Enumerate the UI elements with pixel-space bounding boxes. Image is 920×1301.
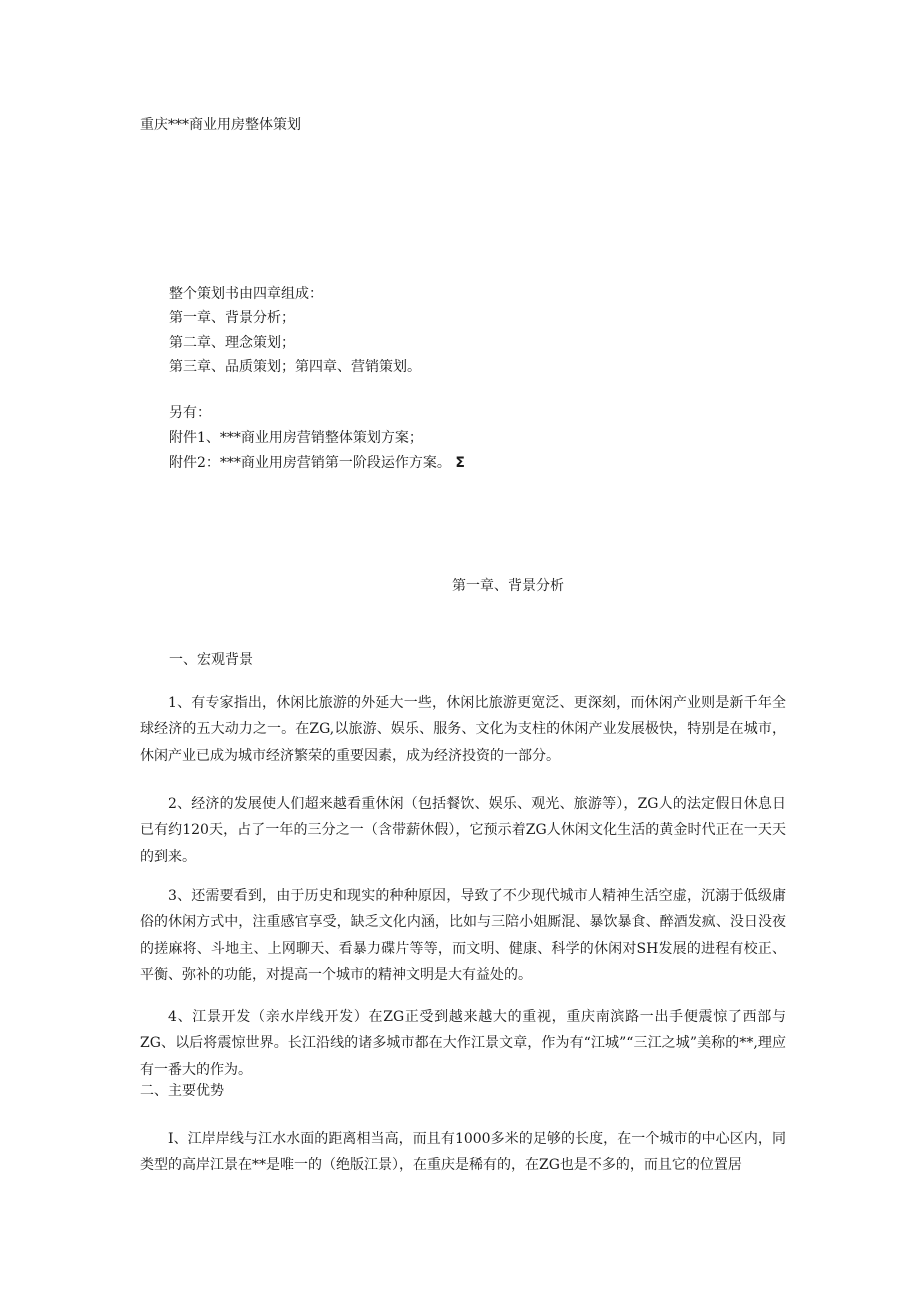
chapter-1-heading: 第一章、背景分析 <box>452 578 564 594</box>
paragraph-3-text: 3、还需要看到，由于历史和现实的种种原因，导致了不少现代城市人精神生活空虚，沉溺于低级庸俗的休闲方式中，注重感官享受，缺乏文化内涵，比如与三陪小姐厮混、暴饮暴食、醉酒发疯、没日没夜的搓麻将、斗地主、上网聊天、看暴力碟片等等，而文明、健康、科学的休闲对SH发展的进程有校正、平衡、弥补的功能，对提高一个城市的精神文明是大有益处的。 <box>140 888 786 983</box>
paragraph-2-text: 2、经济的发展使人们超来越看重休闲（包括餐饮、娱乐、观光、旅游等），ZG人的法定假日休息日已有约120天，占了一年的三分之一（含带薪休假），它预示着ZG人休闲文化生活的黄金时代正在一天天的到来。 <box>140 796 786 865</box>
paragraph-3 <box>140 883 786 988</box>
table-of-contents <box>169 282 421 379</box>
toc-item-chapter-3-4: 第三章、品质策划；第四章、营销策划。 <box>169 358 421 375</box>
sigma-symbol: Σ <box>455 455 465 471</box>
attachment-2-line <box>169 451 465 476</box>
paragraph-4-text: 4、江景开发（亲水岸线开发）在ZG正受到越来越大的重视，重庆南滨路一出手便震惊了西部与ZG、以后将震惊世界。长江沿线的诸多城市都在大作江景文章，作为有“江城”“三江之城”美称的**,理应有一番大的作为。 <box>140 1009 786 1078</box>
section-2-heading: 二、主要优势 <box>140 1083 224 1099</box>
attachment-1: 附件1、***商业用房营销整体策划方案； <box>169 430 423 446</box>
attachments-list <box>169 401 465 476</box>
paragraph-4 <box>140 1004 786 1083</box>
paragraph-5 <box>140 1126 786 1180</box>
toc-intro: 整个策划书由四章组成： <box>169 286 323 302</box>
document-title: 重庆***商业用房整体策划 <box>140 117 301 133</box>
paragraph-1 <box>140 690 786 769</box>
toc-item-chapter-2: 第二章、理念策划； <box>169 334 295 351</box>
attachment-2: 附件2：***商业用房营销第一阶段运作方案。 <box>169 455 451 471</box>
section-1-heading: 一、宏观背景 <box>169 652 253 668</box>
attachments-label: 另有： <box>169 405 211 421</box>
paragraph-5-text: I、江岸岸线与江水水面的距离相当高，而且有1000多米的足够的长度，在一个城市的中心区内，同类型的高岸江景在**是唯一的（绝版江景），在重庆是稀有的，在ZG也是不多的，而且它的位置居 <box>140 1131 786 1174</box>
paragraph-2 <box>140 791 786 870</box>
toc-item-chapter-1: 第一章、背景分析； <box>169 310 295 327</box>
paragraph-1-text: 1、有专家指出，休闲比旅游的外延大一些，休闲比旅游更宽泛、更深刻，而休闲产业则是新千年全球经济的五大动力之一。在ZG,以旅游、娱乐、服务、文化为支柱的休闲产业发展极快，特别是在城市，休闲产业已成为城市经济繁荣的重要因素，成为经济投资的一部分。 <box>140 695 786 764</box>
